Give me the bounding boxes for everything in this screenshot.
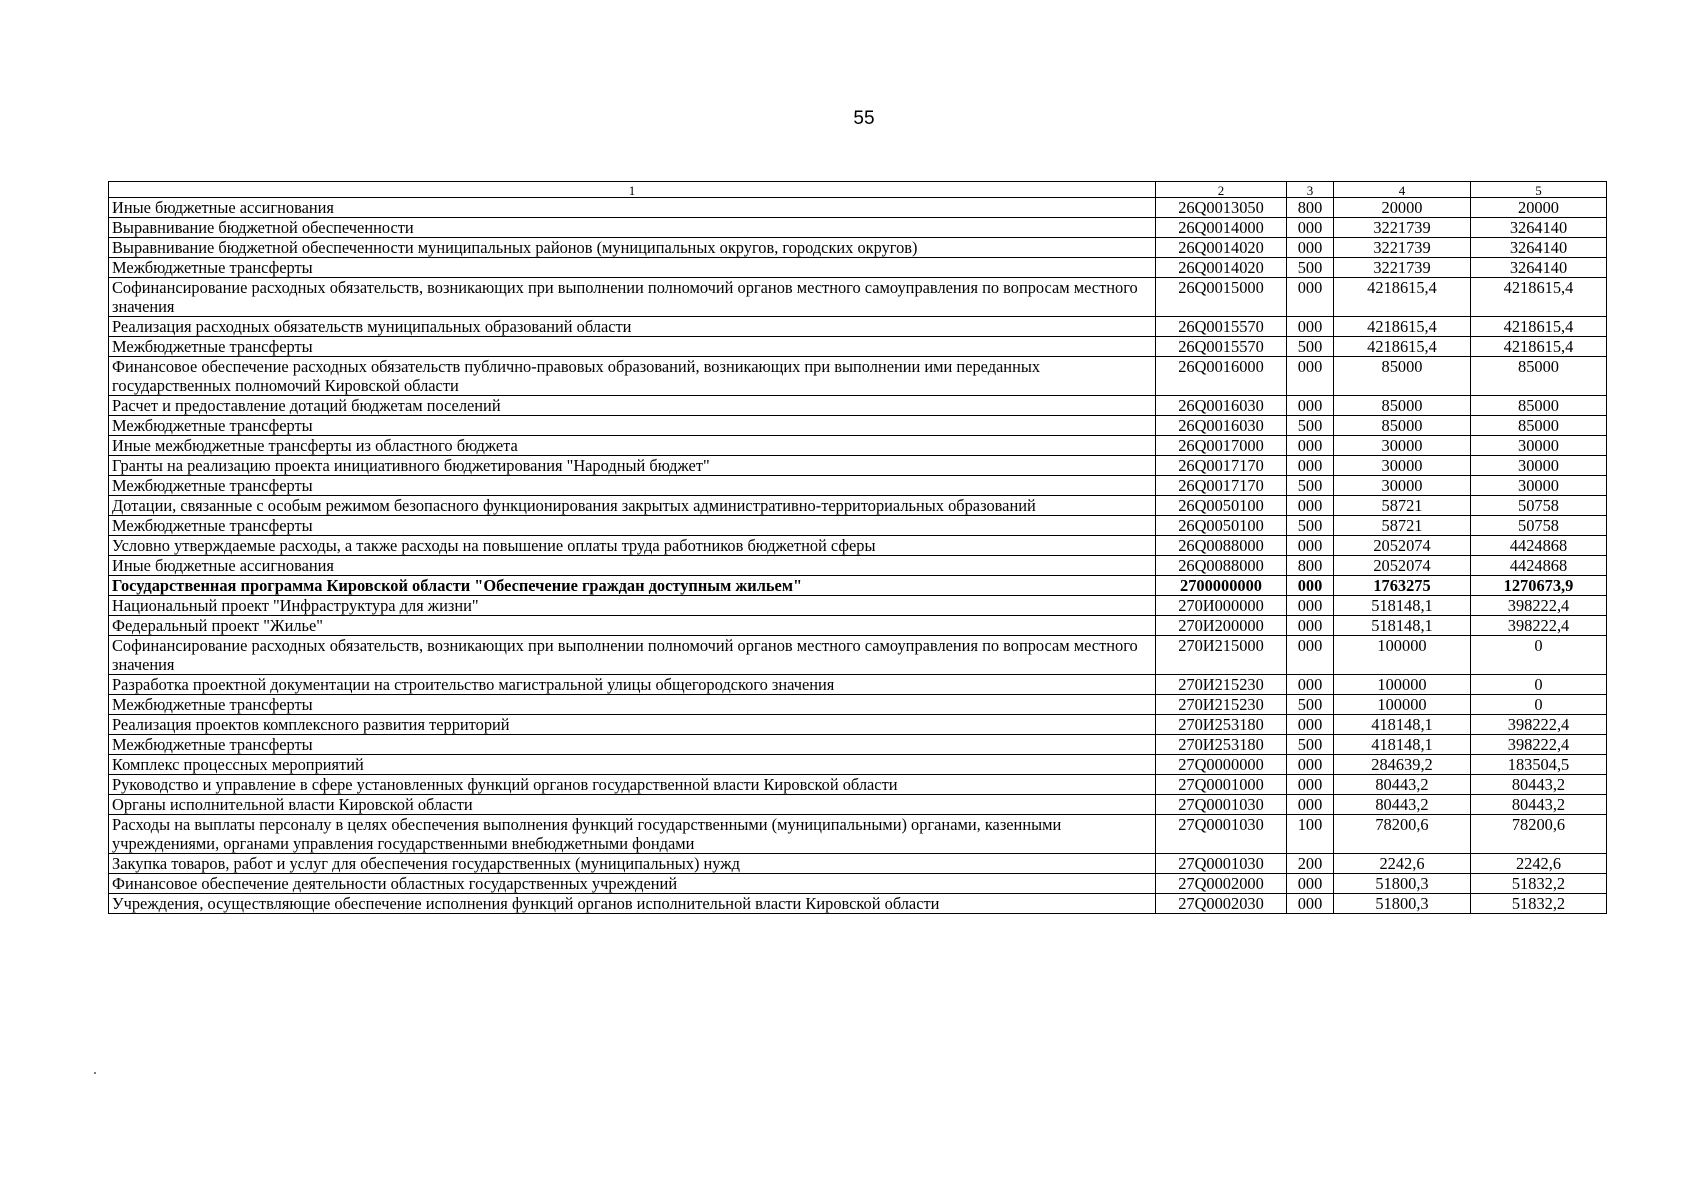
row-value-1-cell: 4218615,4 xyxy=(1334,317,1471,337)
row-type-cell: 000 xyxy=(1287,238,1334,258)
header-col-3: 3 xyxy=(1287,182,1334,198)
row-code-cell: 27Q0001000 xyxy=(1156,775,1287,795)
row-value-1-cell: 30000 xyxy=(1334,456,1471,476)
scan-speck xyxy=(94,1072,96,1074)
row-name-cell: Иные бюджетные ассигнования xyxy=(109,198,1156,218)
row-type-cell: 000 xyxy=(1287,874,1334,894)
row-code-cell: 26Q0015570 xyxy=(1156,317,1287,337)
budget-table xyxy=(108,181,1607,914)
row-value-2-cell: 50758 xyxy=(1471,496,1607,516)
header-col-5: 5 xyxy=(1471,182,1607,198)
header-col-4: 4 xyxy=(1334,182,1471,198)
row-value-1-cell: 51800,3 xyxy=(1334,874,1471,894)
table-row xyxy=(109,715,1607,735)
row-name-cell: Комплекс процессных мероприятий xyxy=(109,755,1156,775)
row-code-cell: 270И215230 xyxy=(1156,675,1287,695)
row-name-cell: Расходы на выплаты персоналу в целях обеспечения выполнения функций государственными (муниципальными) органами, казенными учреждениями, органами управления государственными внебюджетными фондами xyxy=(109,815,1156,854)
row-type-cell: 000 xyxy=(1287,755,1334,775)
row-name-cell: Разработка проектной документации на строительство магистральной улицы общегородского значения xyxy=(109,675,1156,695)
row-code-cell: 26Q0014020 xyxy=(1156,258,1287,278)
row-value-2-cell: 3264140 xyxy=(1471,238,1607,258)
table-row xyxy=(109,695,1607,715)
row-code-cell: 27Q0000000 xyxy=(1156,755,1287,775)
row-name-cell: Гранты на реализацию проекта инициативного бюджетирования "Народный бюджет" xyxy=(109,456,1156,476)
table-row xyxy=(109,456,1607,476)
row-value-2-cell: 398222,4 xyxy=(1471,715,1607,735)
row-name-cell: Межбюджетные трансферты xyxy=(109,258,1156,278)
row-code-cell: 26Q0015000 xyxy=(1156,278,1287,317)
row-name-cell: Финансовое обеспечение деятельности областных государственных учреждений xyxy=(109,874,1156,894)
row-value-2-cell: 4218615,4 xyxy=(1471,278,1607,317)
table-row xyxy=(109,854,1607,874)
row-type-cell: 000 xyxy=(1287,357,1334,396)
row-name-cell: Учреждения, осуществляющие обеспечение исполнения функций органов исполнительной власти Кировской области xyxy=(109,894,1156,914)
row-value-2-cell: 1270673,9 xyxy=(1471,576,1607,596)
row-value-1-cell: 418148,1 xyxy=(1334,735,1471,755)
row-value-2-cell: 4218615,4 xyxy=(1471,337,1607,357)
row-value-2-cell: 2242,6 xyxy=(1471,854,1607,874)
row-name-cell: Условно утверждаемые расходы, а также расходы на повышение оплаты труда работников бюджетной сферы xyxy=(109,536,1156,556)
row-type-cell: 000 xyxy=(1287,278,1334,317)
row-code-cell: 26Q0088000 xyxy=(1156,556,1287,576)
row-name-cell: Межбюджетные трансферты xyxy=(109,337,1156,357)
row-value-1-cell: 2052074 xyxy=(1334,536,1471,556)
row-value-2-cell: 51832,2 xyxy=(1471,874,1607,894)
row-value-1-cell: 58721 xyxy=(1334,516,1471,536)
row-value-1-cell: 100000 xyxy=(1334,636,1471,675)
table-row xyxy=(109,755,1607,775)
row-value-1-cell: 85000 xyxy=(1334,416,1471,436)
row-code-cell: 26Q0050100 xyxy=(1156,496,1287,516)
row-value-1-cell: 30000 xyxy=(1334,476,1471,496)
row-value-2-cell: 30000 xyxy=(1471,436,1607,456)
row-value-1-cell: 30000 xyxy=(1334,436,1471,456)
row-type-cell: 000 xyxy=(1287,715,1334,735)
row-code-cell: 26Q0014020 xyxy=(1156,238,1287,258)
row-value-1-cell: 58721 xyxy=(1334,496,1471,516)
row-name-cell: Органы исполнительной власти Кировской области xyxy=(109,795,1156,815)
row-value-2-cell: 0 xyxy=(1471,675,1607,695)
row-value-1-cell: 2242,6 xyxy=(1334,854,1471,874)
row-value-2-cell: 4424868 xyxy=(1471,536,1607,556)
table-row xyxy=(109,536,1607,556)
table-row xyxy=(109,496,1607,516)
row-value-2-cell: 30000 xyxy=(1471,456,1607,476)
row-name-cell: Выравнивание бюджетной обеспеченности xyxy=(109,218,1156,238)
row-type-cell: 500 xyxy=(1287,337,1334,357)
row-value-1-cell: 418148,1 xyxy=(1334,715,1471,735)
table-row xyxy=(109,516,1607,536)
row-type-cell: 500 xyxy=(1287,516,1334,536)
row-name-cell: Руководство и управление в сфере установленных функций органов государственной власти Кировской области xyxy=(109,775,1156,795)
row-value-1-cell: 20000 xyxy=(1334,198,1471,218)
row-name-cell: Межбюджетные трансферты xyxy=(109,476,1156,496)
row-value-2-cell: 4424868 xyxy=(1471,556,1607,576)
row-value-2-cell: 398222,4 xyxy=(1471,596,1607,616)
row-value-2-cell: 398222,4 xyxy=(1471,616,1607,636)
row-code-cell: 26Q0050100 xyxy=(1156,516,1287,536)
row-name-cell: Межбюджетные трансферты xyxy=(109,695,1156,715)
table-row xyxy=(109,795,1607,815)
row-code-cell: 27Q0001030 xyxy=(1156,815,1287,854)
row-type-cell: 100 xyxy=(1287,815,1334,854)
row-code-cell: 270И253180 xyxy=(1156,735,1287,755)
row-name-cell: Иные межбюджетные трансферты из областного бюджета xyxy=(109,436,1156,456)
row-value-2-cell: 20000 xyxy=(1471,198,1607,218)
table-row xyxy=(109,337,1607,357)
row-value-1-cell: 85000 xyxy=(1334,396,1471,416)
row-value-1-cell: 1763275 xyxy=(1334,576,1471,596)
row-code-cell: 270И215000 xyxy=(1156,636,1287,675)
row-code-cell: 270И253180 xyxy=(1156,715,1287,735)
table-row xyxy=(109,357,1607,396)
row-name-cell: Расчет и предоставление дотаций бюджетам поселений xyxy=(109,396,1156,416)
row-type-cell: 000 xyxy=(1287,456,1334,476)
row-type-cell: 500 xyxy=(1287,476,1334,496)
table-row xyxy=(109,436,1607,456)
row-type-cell: 800 xyxy=(1287,198,1334,218)
row-type-cell: 000 xyxy=(1287,675,1334,695)
row-value-1-cell: 100000 xyxy=(1334,675,1471,695)
row-code-cell: 26Q0088000 xyxy=(1156,536,1287,556)
row-value-2-cell: 3264140 xyxy=(1471,258,1607,278)
row-value-2-cell: 85000 xyxy=(1471,357,1607,396)
row-name-cell: Реализация проектов комплексного развития территорий xyxy=(109,715,1156,735)
row-value-1-cell: 51800,3 xyxy=(1334,894,1471,914)
table-row xyxy=(109,596,1607,616)
table-row xyxy=(109,416,1607,436)
row-value-1-cell: 85000 xyxy=(1334,357,1471,396)
row-type-cell: 500 xyxy=(1287,258,1334,278)
row-value-2-cell: 183504,5 xyxy=(1471,755,1607,775)
table-header xyxy=(109,182,1607,198)
page-number: 55 xyxy=(853,108,875,129)
row-value-2-cell: 30000 xyxy=(1471,476,1607,496)
table-row xyxy=(109,775,1607,795)
row-value-1-cell: 4218615,4 xyxy=(1334,337,1471,357)
row-type-cell: 000 xyxy=(1287,576,1334,596)
table-row xyxy=(109,198,1607,218)
row-value-2-cell: 78200,6 xyxy=(1471,815,1607,854)
row-type-cell: 000 xyxy=(1287,536,1334,556)
row-type-cell: 000 xyxy=(1287,795,1334,815)
table-row xyxy=(109,396,1607,416)
row-value-1-cell: 3221739 xyxy=(1334,258,1471,278)
table-row xyxy=(109,616,1607,636)
row-code-cell: 27Q0002030 xyxy=(1156,894,1287,914)
table-row xyxy=(109,636,1607,675)
row-value-2-cell: 398222,4 xyxy=(1471,735,1607,755)
row-code-cell: 26Q0017000 xyxy=(1156,436,1287,456)
table-body xyxy=(109,198,1607,914)
row-value-2-cell: 51832,2 xyxy=(1471,894,1607,914)
row-name-cell: Федеральный проект "Жилье" xyxy=(109,616,1156,636)
row-type-cell: 200 xyxy=(1287,854,1334,874)
row-type-cell: 000 xyxy=(1287,616,1334,636)
row-type-cell: 000 xyxy=(1287,396,1334,416)
row-value-2-cell: 4218615,4 xyxy=(1471,317,1607,337)
row-value-1-cell: 2052074 xyxy=(1334,556,1471,576)
row-type-cell: 000 xyxy=(1287,636,1334,675)
header-col-2: 2 xyxy=(1156,182,1287,198)
table-row xyxy=(109,576,1607,596)
row-value-2-cell: 85000 xyxy=(1471,416,1607,436)
row-value-2-cell: 0 xyxy=(1471,695,1607,715)
row-name-cell: Межбюджетные трансферты xyxy=(109,516,1156,536)
row-name-cell: Финансовое обеспечение расходных обязательств публично-правовых образований, возникающих при выполнении ими переданных государственных полномочий Кировской области xyxy=(109,357,1156,396)
row-value-1-cell: 3221739 xyxy=(1334,218,1471,238)
row-value-2-cell: 85000 xyxy=(1471,396,1607,416)
row-type-cell: 000 xyxy=(1287,894,1334,914)
table-row xyxy=(109,815,1607,854)
row-value-1-cell: 3221739 xyxy=(1334,238,1471,258)
row-value-1-cell: 518148,1 xyxy=(1334,616,1471,636)
row-name-cell: Софинансирование расходных обязательств, возникающих при выполнении полномочий органов местного самоуправления по вопросам местного значения xyxy=(109,278,1156,317)
table-row xyxy=(109,476,1607,496)
row-code-cell: 26Q0013050 xyxy=(1156,198,1287,218)
row-name-cell: Межбюджетные трансферты xyxy=(109,416,1156,436)
row-value-1-cell: 78200,6 xyxy=(1334,815,1471,854)
table-row xyxy=(109,675,1607,695)
row-type-cell: 000 xyxy=(1287,218,1334,238)
row-type-cell: 000 xyxy=(1287,596,1334,616)
row-type-cell: 000 xyxy=(1287,436,1334,456)
row-code-cell: 270И200000 xyxy=(1156,616,1287,636)
row-code-cell: 26Q0017170 xyxy=(1156,476,1287,496)
row-code-cell: 26Q0016030 xyxy=(1156,416,1287,436)
table-row xyxy=(109,218,1607,238)
row-type-cell: 500 xyxy=(1287,416,1334,436)
row-name-cell: Выравнивание бюджетной обеспеченности муниципальных районов (муниципальных округов, городских округов) xyxy=(109,238,1156,258)
row-value-1-cell: 518148,1 xyxy=(1334,596,1471,616)
row-type-cell: 500 xyxy=(1287,735,1334,755)
row-value-1-cell: 284639,2 xyxy=(1334,755,1471,775)
row-code-cell: 270И215230 xyxy=(1156,695,1287,715)
row-name-cell: Национальный проект "Инфраструктура для жизни" xyxy=(109,596,1156,616)
row-value-1-cell: 80443,2 xyxy=(1334,795,1471,815)
table-row xyxy=(109,317,1607,337)
header-col-1: 1 xyxy=(109,182,1156,198)
row-name-cell: Межбюджетные трансферты xyxy=(109,735,1156,755)
row-type-cell: 000 xyxy=(1287,775,1334,795)
row-code-cell: 26Q0014000 xyxy=(1156,218,1287,238)
row-value-2-cell: 3264140 xyxy=(1471,218,1607,238)
row-name-cell: Дотации, связанные с особым режимом безопасного функционирования закрытых административно-территориальных образований xyxy=(109,496,1156,516)
row-name-cell: Реализация расходных обязательств муниципальных образований области xyxy=(109,317,1156,337)
row-type-cell: 800 xyxy=(1287,556,1334,576)
row-name-cell: Государственная программа Кировской области "Обеспечение граждан доступным жильем" xyxy=(109,576,1156,596)
table-row xyxy=(109,735,1607,755)
row-code-cell: 26Q0017170 xyxy=(1156,456,1287,476)
table-row xyxy=(109,258,1607,278)
row-code-cell: 26Q0016000 xyxy=(1156,357,1287,396)
row-name-cell: Иные бюджетные ассигнования xyxy=(109,556,1156,576)
row-value-2-cell: 50758 xyxy=(1471,516,1607,536)
row-name-cell: Софинансирование расходных обязательств, возникающих при выполнении полномочий органов местного самоуправления по вопросам местного значения xyxy=(109,636,1156,675)
row-code-cell: 270И000000 xyxy=(1156,596,1287,616)
row-type-cell: 000 xyxy=(1287,496,1334,516)
row-value-1-cell: 80443,2 xyxy=(1334,775,1471,795)
table-row xyxy=(109,874,1607,894)
row-code-cell: 27Q0001030 xyxy=(1156,795,1287,815)
table-row xyxy=(109,278,1607,317)
header-row xyxy=(109,182,1607,198)
row-value-1-cell: 4218615,4 xyxy=(1334,278,1471,317)
row-name-cell: Закупка товаров, работ и услуг для обеспечения государственных (муниципальных) нужд xyxy=(109,854,1156,874)
row-type-cell: 000 xyxy=(1287,317,1334,337)
row-value-2-cell: 80443,2 xyxy=(1471,775,1607,795)
row-code-cell: 27Q0002000 xyxy=(1156,874,1287,894)
table-row xyxy=(109,556,1607,576)
row-value-2-cell: 80443,2 xyxy=(1471,795,1607,815)
row-code-cell: 26Q0015570 xyxy=(1156,337,1287,357)
row-value-2-cell: 0 xyxy=(1471,636,1607,675)
row-code-cell: 2700000000 xyxy=(1156,576,1287,596)
table-row xyxy=(109,894,1607,914)
row-type-cell: 500 xyxy=(1287,695,1334,715)
row-code-cell: 27Q0001030 xyxy=(1156,854,1287,874)
table-row xyxy=(109,238,1607,258)
row-value-1-cell: 100000 xyxy=(1334,695,1471,715)
row-code-cell: 26Q0016030 xyxy=(1156,396,1287,416)
